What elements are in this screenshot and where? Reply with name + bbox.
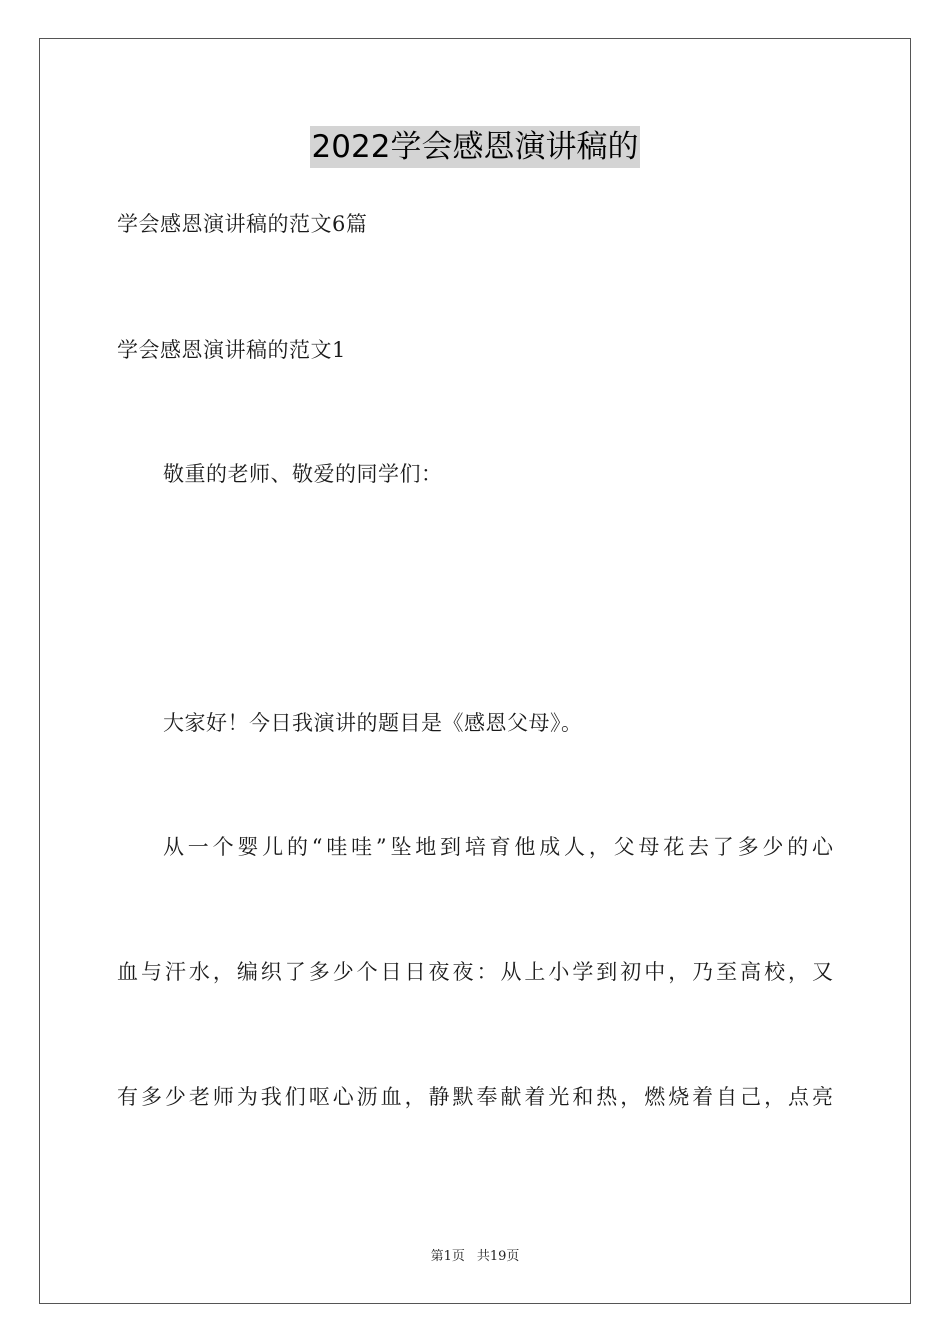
body-paragraph-line: 从一个婴儿的“哇哇”坠地到培育他成人，父母花去了多少的心	[163, 835, 833, 859]
body-paragraph-line: 有多少老师为我们呕心沥血，静默奉献着光和热，燃烧着自己，点亮	[117, 1085, 833, 1109]
page-number: 第1页	[430, 1249, 465, 1264]
body-paragraph-line: 血与汗水，编织了多少个日日夜夜：从上小学到初中，乃至高校，又	[117, 960, 833, 984]
title-container	[0, 126, 950, 168]
subtitle-line: 学会感恩演讲稿的范文6篇	[117, 212, 368, 236]
page-total: 共19页	[476, 1249, 520, 1264]
salutation-paragraph: 敬重的老师、敬爱的同学们：	[163, 462, 443, 486]
section-heading: 学会感恩演讲稿的范文1	[117, 338, 346, 362]
document-title: 2022学会感恩演讲稿的	[310, 126, 641, 168]
page-footer	[0, 1248, 950, 1266]
greeting-paragraph: 大家好！今日我演讲的题目是《感恩父母》。	[163, 711, 583, 735]
